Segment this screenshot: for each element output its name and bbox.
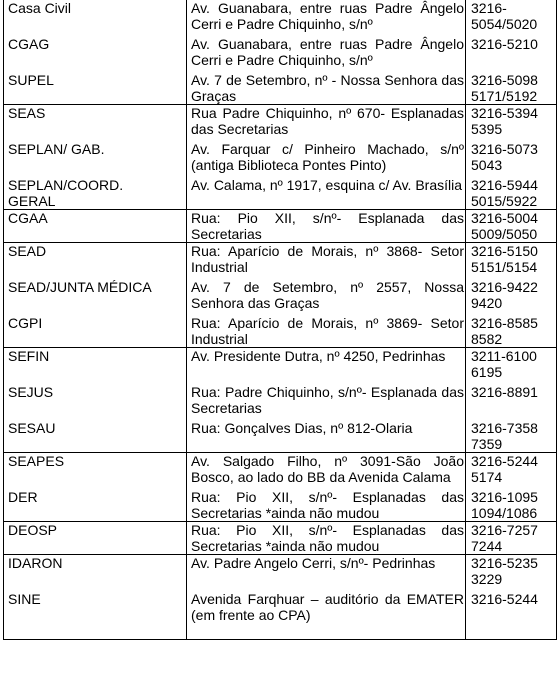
table-row [4, 141, 557, 177]
agency-phone: 3216- 5054/5020 [466, 0, 557, 36]
agency-address: Avenida Farqhuar – auditório da EMATER (em frente ao CPA) [187, 591, 466, 640]
table-row [4, 0, 557, 36]
agency-name: SEJUS [4, 384, 187, 420]
agency-phone: 3216-8891 [466, 384, 557, 420]
agency-name: SUPEL [4, 72, 187, 105]
agency-name: IDARON [4, 555, 187, 592]
table-row [4, 279, 557, 315]
agency-address: Rua: Pio XII, s/nº- Esplanadas das Secretarias *ainda não mudou [187, 489, 466, 522]
table-row [4, 420, 557, 453]
agency-phone: 3211-6100 6195 [466, 348, 557, 385]
agency-phone: 3216-7358 7359 [466, 420, 557, 453]
agency-address: Av. 7 de Setembro, nº 2557, Nossa Senhora das Graças [187, 279, 466, 315]
agency-phone: 3216-5210 [466, 36, 557, 72]
agency-phone: 3216-5073 5043 [466, 141, 557, 177]
agency-address: Av. Padre Angelo Cerri, s/nº- Pedrinhas [187, 555, 466, 592]
agency-name: CGPI [4, 315, 187, 348]
table-row [4, 177, 557, 210]
agency-phone: 3216-5244 5174 [466, 453, 557, 490]
agency-address: Av. Farquar c/ Pinheiro Machado, s/nº (antiga Biblioteca Pontes Pinto) [187, 141, 466, 177]
agency-phone: 3216-5944 5015/5922 [466, 177, 557, 210]
agency-name: SINE [4, 591, 187, 640]
agency-address: Av. Calama, nº 1917, esquina c/ Av. Brasília [187, 177, 466, 210]
agency-name: SEAD/JUNTA MÉDICA [4, 279, 187, 315]
table-row [4, 591, 557, 640]
agency-phone: 3216-5394 5395 [466, 105, 557, 142]
agency-name: SEAS [4, 105, 187, 142]
table-row [4, 36, 557, 72]
agency-phone: 3216-9422 9420 [466, 279, 557, 315]
agency-address: Av. Presidente Dutra, nº 4250, Pedrinhas [187, 348, 466, 385]
agency-address: Av. 7 de Setembro, nº - Nossa Senhora das Graças [187, 72, 466, 105]
agency-name: DEOSP [4, 522, 187, 555]
agency-address: Rua: Aparício de Morais, nº 3868- Setor Industrial [187, 243, 466, 280]
agency-name: SEAPES [4, 453, 187, 490]
agency-address: Rua: Aparício de Morais, nº 3869- Setor Industrial [187, 315, 466, 348]
table-row [4, 210, 557, 243]
agency-name: SESAU [4, 420, 187, 453]
agency-phone: 3216-5235 3229 [466, 555, 557, 592]
agency-address: Av. Salgado Filho, nº 3091-São João Bosco, ao lado do BB da Avenida Calama [187, 453, 466, 490]
agency-phone: 3216-5244 [466, 591, 557, 640]
agency-address: Rua: Padre Chiquinho, s/nº- Esplanada das Secretarias [187, 384, 466, 420]
agency-name: CGAG [4, 36, 187, 72]
agency-phone: 3216-5004 5009/5050 [466, 210, 557, 243]
agency-address: Av. Guanabara, entre ruas Padre Ângelo Cerri e Padre Chiquinho, s/nº [187, 36, 466, 72]
table-row [4, 348, 557, 385]
agency-address: Rua: Pio XII, s/nº- Esplanadas das Secretarias *ainda não mudou [187, 522, 466, 555]
table-row [4, 489, 557, 522]
table-row [4, 522, 557, 555]
agency-phone: 3216-5098 5171/5192 [466, 72, 557, 105]
agency-directory-table [3, 0, 557, 640]
agency-address: Rua Padre Chiquinho, nº 670- Esplanadas das Secretarias [187, 105, 466, 142]
agency-name: SEFIN [4, 348, 187, 385]
agency-address: Rua: Gonçalves Dias, nº 812-Olaria [187, 420, 466, 453]
agency-name: SEAD [4, 243, 187, 280]
agency-name: CGAA [4, 210, 187, 243]
agency-phone: 3216-8585 8582 [466, 315, 557, 348]
agency-name: SEPLAN/COORD. GERAL [4, 177, 187, 210]
agency-name: Casa Civil [4, 0, 187, 36]
agency-address: Av. Guanabara, entre ruas Padre Ângelo Cerri e Padre Chiquinho, s/nº [187, 0, 466, 36]
agency-phone: 3216-7257 7244 [466, 522, 557, 555]
table-row [4, 384, 557, 420]
table-row [4, 243, 557, 280]
table-row [4, 453, 557, 490]
table-row [4, 315, 557, 348]
agency-name: DER [4, 489, 187, 522]
table-row [4, 72, 557, 105]
table-row [4, 555, 557, 592]
table-row [4, 105, 557, 142]
agency-phone: 3216-5150 5151/5154 [466, 243, 557, 280]
agency-address: Rua: Pio XII, s/nº- Esplanada das Secretarias [187, 210, 466, 243]
agency-phone: 3216-1095 1094/1086 [466, 489, 557, 522]
agency-name: SEPLAN/ GAB. [4, 141, 187, 177]
